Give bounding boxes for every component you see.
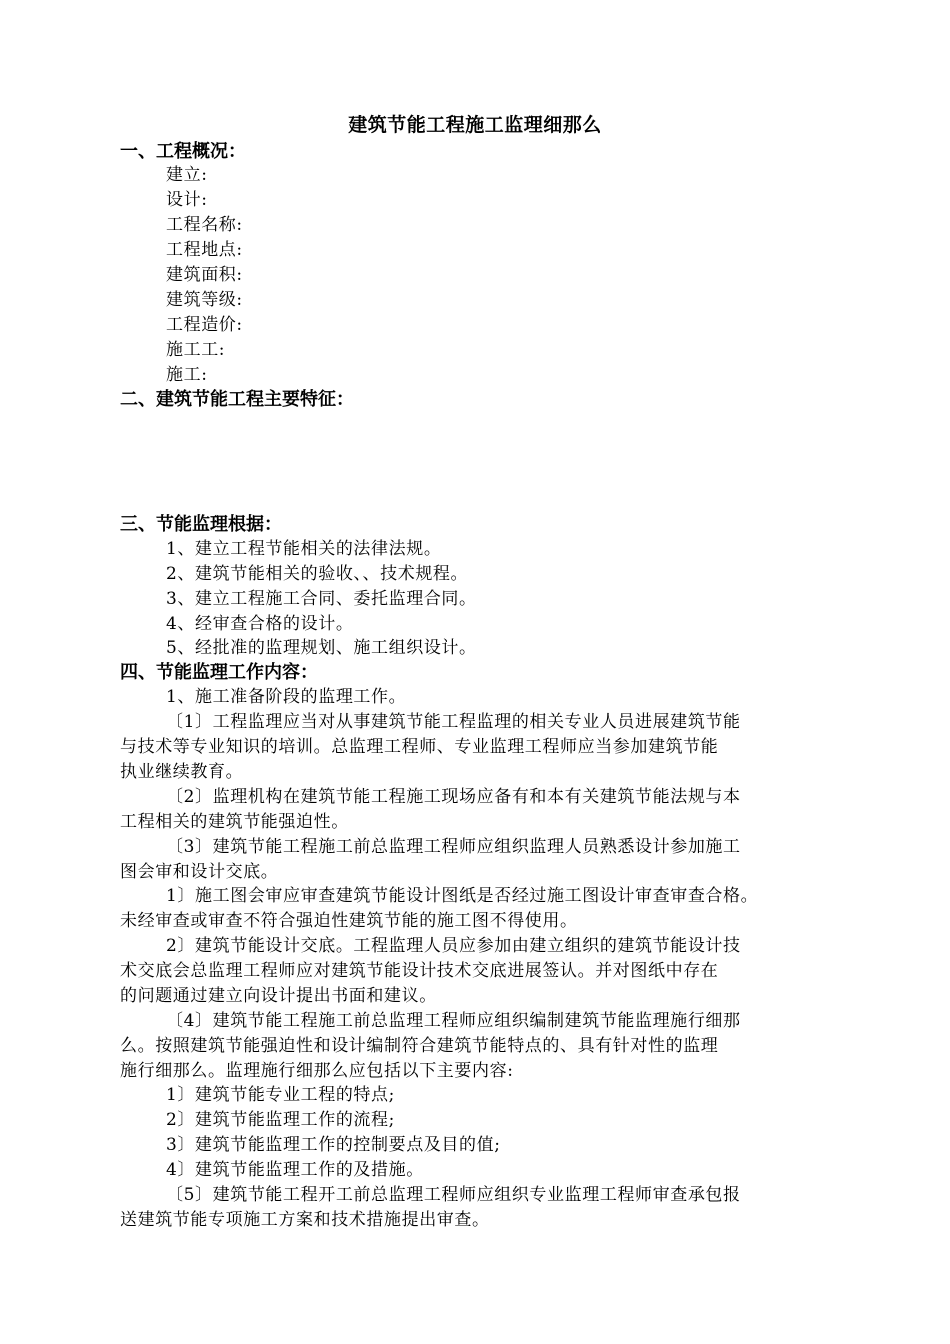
content-line: 送建筑节能专项施工方案和技术措施提出审查。 xyxy=(120,1210,490,1230)
content-line: 施行细那么。监理施行细那么应包括以下主要内容: xyxy=(120,1061,514,1081)
section-4-heading: 四、节能监理工作内容： xyxy=(120,662,318,683)
project-field-area: 建筑面积: xyxy=(166,265,243,285)
content-line: 1〕建筑节能专业工程的特点; xyxy=(166,1085,395,1105)
basis-item: 2、建筑节能相关的验收、、技术规程。 xyxy=(166,564,469,584)
content-line: 工程相关的建筑节能强迫性。 xyxy=(120,812,349,832)
project-field-construction: 施工: xyxy=(166,365,208,385)
project-field-name: 工程名称: xyxy=(166,215,243,235)
project-field-client: 建立: xyxy=(166,165,208,185)
content-line: 执业继续教育。 xyxy=(120,762,244,782)
content-line: 么。按照建筑节能强迫性和设计编制符合建筑节能特点的、具有针对性的监理 xyxy=(120,1036,719,1056)
project-field-grade: 建筑等级: xyxy=(166,290,243,310)
content-line: 2〕建筑节能监理工作的流程; xyxy=(166,1110,395,1130)
content-line: 〔5〕建筑节能工程开工前总监理工程师应组织专业监理工程师审查承包报 xyxy=(166,1185,741,1205)
project-field-design: 设计: xyxy=(166,190,208,210)
content-line: 〔1〕工程监理应当对从事建筑节能工程监理的相关专业人员进展建筑节能 xyxy=(166,712,741,732)
document-title: 建筑节能工程施工监理细那么 xyxy=(348,114,602,136)
content-line: 3〕建筑节能监理工作的控制要点及目的值; xyxy=(166,1135,501,1155)
section-3-heading: 三、节能监理根据： xyxy=(120,514,282,535)
content-line: 1、施工准备阶段的监理工作。 xyxy=(166,687,407,707)
basis-item: 3、建立工程施工合同、委托监理合同。 xyxy=(166,589,477,609)
content-line: 未经审查或审查不符合强迫性建筑节能的施工图不得使用。 xyxy=(120,911,578,931)
project-field-location: 工程地点: xyxy=(166,240,243,260)
content-line: 〔4〕建筑节能工程施工前总监理工程师应组织编制建筑节能监理施行细那 xyxy=(166,1011,741,1031)
project-field-cost: 工程造价: xyxy=(166,315,243,335)
content-line: 图会审和设计交底。 xyxy=(120,862,279,882)
basis-item: 4、经审查合格的设计。 xyxy=(166,614,354,634)
section-1-heading: 一、工程概况： xyxy=(120,141,246,162)
content-line: 〔3〕建筑节能工程施工前总监理工程师应组织监理人员熟悉设计参加施工 xyxy=(166,837,741,857)
section-2-heading: 二、建筑节能工程主要特征： xyxy=(120,389,354,410)
content-line: 〔2〕监理机构在建筑节能工程施工现场应备有和本有关建筑节能法规与本 xyxy=(166,787,741,807)
content-line: 2〕建筑节能设计交底。工程监理人员应参加由建立组织的建筑节能设计技 xyxy=(166,936,741,956)
basis-item: 1、建立工程节能相关的法律法规。 xyxy=(166,539,442,559)
basis-item: 5、经批准的监理规划、施工组织设计。 xyxy=(166,638,477,658)
project-field-contractor: 施工工: xyxy=(166,340,226,360)
content-line: 4〕建筑节能监理工作的及措施。 xyxy=(166,1160,424,1180)
content-line: 的问题通过建立向设计提出书面和建议。 xyxy=(120,986,437,1006)
content-line: 术交底会总监理工程师应对建筑节能设计技术交底进展签认。并对图纸中存在 xyxy=(120,961,719,981)
content-line: 1〕施工图会审应审查建筑节能设计图纸是否经过施工图设计审查审查合格。 xyxy=(166,886,759,906)
content-line: 与技术等专业知识的培训。总监理工程师、专业监理工程师应当参加建筑节能 xyxy=(120,737,719,757)
